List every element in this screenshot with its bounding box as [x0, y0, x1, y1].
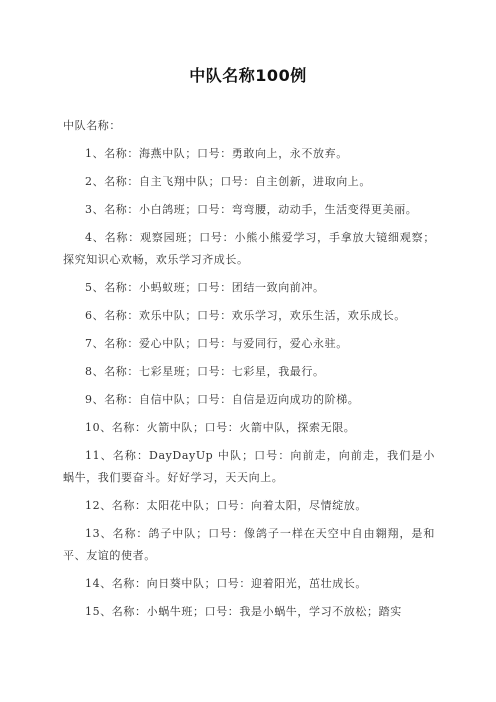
document-body — [63, 115, 435, 623]
list-item: 14、名称：向日葵中队；口号：迎着阳光，茁壮成长。 — [85, 577, 367, 590]
list-item: 8、名称：七彩星班；口号：七彩星，我最行。 — [85, 365, 325, 378]
list-item: 5、名称：小蚂蚁班；口号：团结一致向前冲。 — [85, 281, 325, 294]
list-item: 4、名称：观察园班；口号：小熊小熊爱学习，手拿放大镜细观察；探究知识心欢畅，欢乐学习齐成长。 — [63, 231, 435, 266]
list-item: 7、名称：爱心中队；口号：与爱同行，爱心永驻。 — [85, 337, 348, 350]
list-item: 6、名称：欢乐中队；口号：欢乐学习，欢乐生活，欢乐成长。 — [85, 309, 406, 322]
list-item: 15、名称：小蜗牛班；口号：我是小蜗牛，学习不放松；踏实 — [85, 605, 402, 618]
list-item: 10、名称：火箭中队；口号：火箭中队，探索无限。 — [85, 421, 356, 434]
list-item: 12、名称：太阳花中队；口号：向着太阳，尽情绽放。 — [85, 499, 367, 512]
list-item: 11、名称：DayDayUp 中队；口号：向前走，向前走，我们是小蜗牛，我们要奋斗。好好学习，天天向上。 — [63, 449, 435, 484]
list-item: 1、名称：海燕中队；口号：勇敢向上，永不放弃。 — [85, 147, 348, 160]
intro-paragraph: 中队名称： — [63, 119, 121, 132]
list-item: 2、名称：自主飞翔中队；口号：自主创新，进取向上。 — [85, 175, 371, 188]
list-item: 9、名称：自信中队；口号：自信是迈向成功的阶梯。 — [85, 393, 360, 406]
list-item: 13、名称：鸽子中队；口号：像鸽子一样在天空中自由翱翔，是和平、友谊的使者。 — [63, 527, 435, 562]
list-item: 3、名称：小白鸽班；口号：弯弯腰，动动手，生活变得更美丽。 — [85, 203, 418, 216]
document-title: 中队名称100例 — [189, 66, 307, 85]
